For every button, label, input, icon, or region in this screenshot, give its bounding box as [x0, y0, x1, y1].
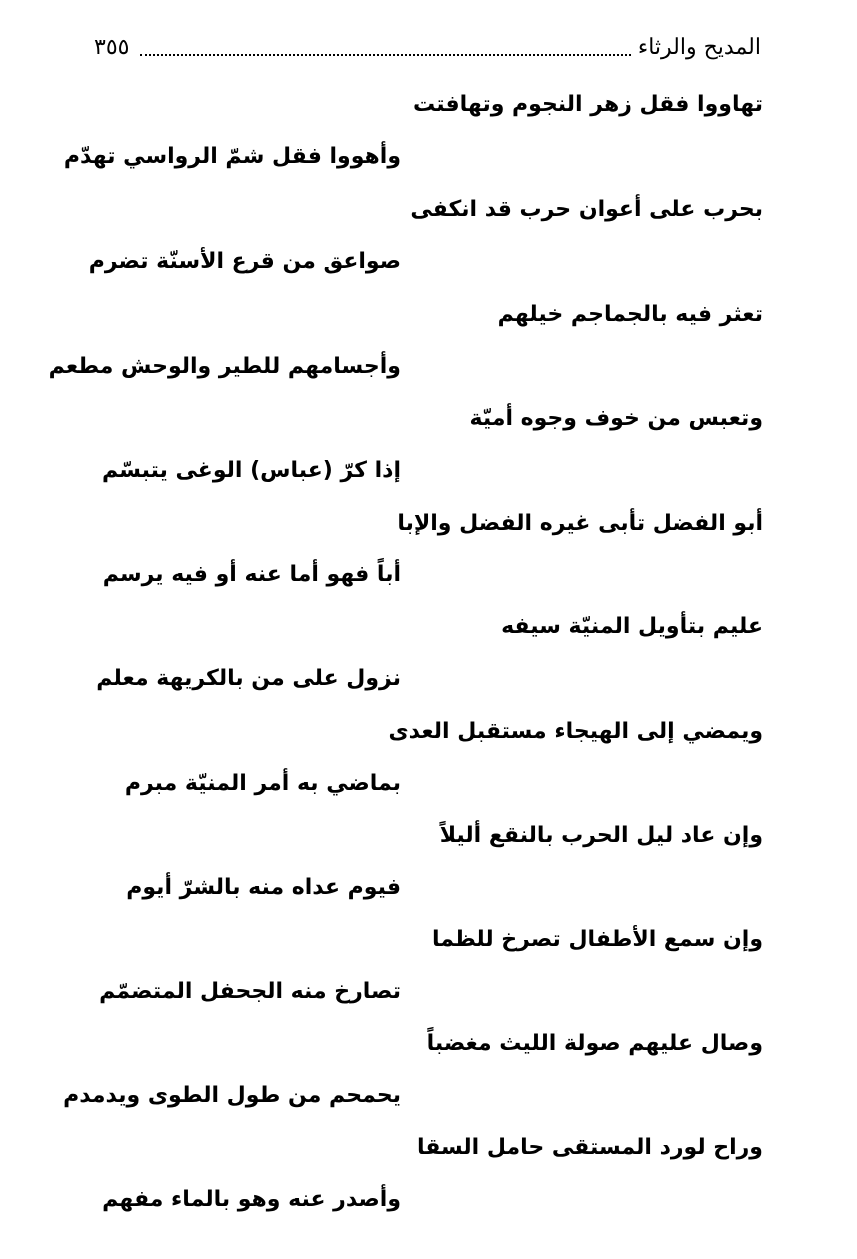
verse-3-first-hemistich: تعثر فيه بالجماجم خيلهم — [497, 302, 763, 327]
verse-1-second-hemistich: وأهووا فقل شمّ الرواسي تهدّم — [63, 144, 401, 169]
verse-7-first-hemistich: ويمضي إلى الهيجاء مستقبل العدى — [388, 719, 763, 744]
verse-9-first-hemistich: وإن سمع الأطفال تصرخ للظما — [431, 927, 763, 952]
page-number: ٣٥٥ — [94, 35, 130, 60]
verse-1-first-hemistich: تهاووا فقل زهر النجوم وتهافتت — [412, 92, 763, 117]
verse-10-first-hemistich: وصال عليهم صولة الليث مغضباً — [426, 1031, 763, 1056]
verse-2-first-hemistich: بحرب على أعوان حرب قد انكفى — [410, 197, 763, 222]
verse-6-second-hemistich: نزول على من بالكريهة معلم — [96, 666, 401, 691]
verse-8-second-hemistich: فيوم عداه منه بالشرّ أيوم — [126, 875, 401, 900]
verse-5-second-hemistich: أباً فهو أما عنه أو فيه يرسم — [102, 562, 401, 587]
verse-9-second-hemistich: تصارخ منه الجحفل المتضمّم — [99, 979, 401, 1004]
chapter-title: المديح والرثاء — [637, 35, 761, 60]
verse-6-first-hemistich: عليم بتأويل المنيّة سيفه — [501, 614, 763, 639]
verse-2-second-hemistich: صواعق من قرع الأسنّة تضرم — [88, 249, 401, 274]
verse-3-second-hemistich: وأجسامهم للطير والوحش مطعم — [48, 354, 401, 379]
verse-5-first-hemistich: أبو الفضل تأبى غيره الفضل والإبا — [397, 511, 763, 536]
verse-4-first-hemistich: وتعبس من خوف وجوه أميّة — [469, 406, 763, 431]
verse-11-second-hemistich: وأصدر عنه وهو بالماء مفهم — [102, 1187, 401, 1212]
verse-4-second-hemistich: إذا كرّ (عباس) الوغى يتبسّم — [102, 458, 401, 483]
verse-8-first-hemistich: وإن عاد ليل الحرب بالنقع أليلاً — [439, 823, 763, 848]
verse-10-second-hemistich: يحمحم من طول الطوى ويدمدم — [63, 1083, 401, 1108]
verse-11-first-hemistich: وراح لورد المستقى حامل السقا — [416, 1135, 763, 1160]
verse-7-second-hemistich: بماضي به أمر المنيّة مبرم — [124, 771, 401, 796]
